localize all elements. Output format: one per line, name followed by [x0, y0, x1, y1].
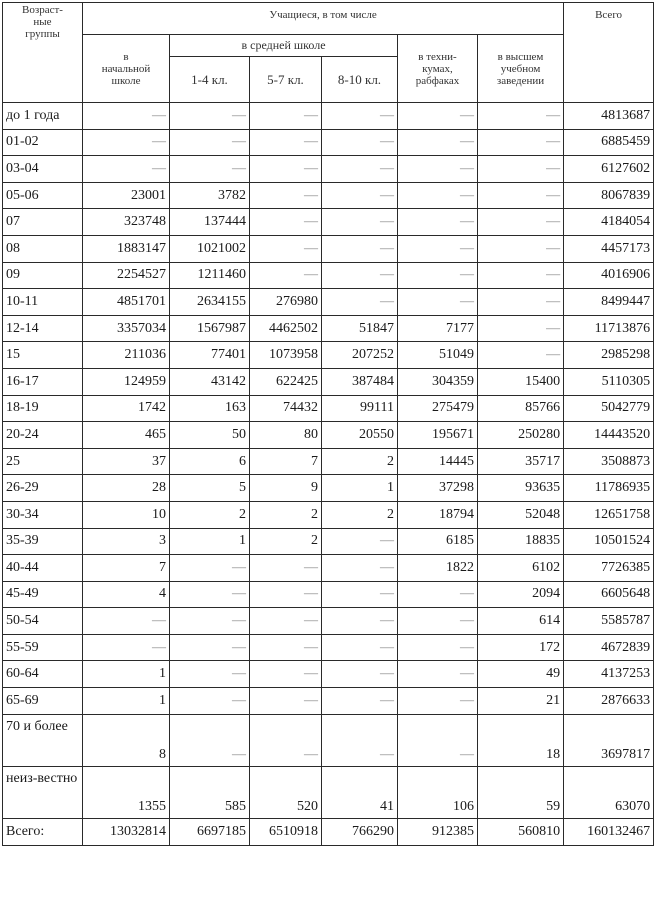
total-cell: 6885459 — [564, 129, 654, 156]
total-cell: 6127602 — [564, 156, 654, 183]
header-higher: в высшем учебном заведении — [478, 35, 564, 103]
grades-8-10-cell: — — [322, 235, 398, 262]
total-primary-school-cell: 13032814 — [83, 818, 170, 845]
table-row — [3, 182, 654, 209]
technical-school-cell: — — [398, 182, 478, 209]
header-primary: в начальной школе — [83, 35, 170, 103]
higher-education-cell: 85766 — [478, 395, 564, 422]
grades-1-4-cell: — — [170, 555, 250, 582]
age-group-cell: 65-69 — [3, 688, 83, 715]
primary-school-cell: — — [83, 129, 170, 156]
age-group-cell: 26-29 — [3, 475, 83, 502]
grades-8-10-cell: — — [322, 103, 398, 130]
technical-school-cell: — — [398, 714, 478, 766]
table-row — [3, 528, 654, 555]
total-cell: 7726385 — [564, 555, 654, 582]
table-row — [3, 209, 654, 236]
higher-education-cell: 2094 — [478, 581, 564, 608]
grades-5-7-cell: — — [250, 661, 322, 688]
grades-8-10-cell: 1 — [322, 475, 398, 502]
technical-school-cell: — — [398, 156, 478, 183]
grades-8-10-cell: 387484 — [322, 368, 398, 395]
grades-1-4-cell: — — [170, 714, 250, 766]
higher-education-cell: 93635 — [478, 475, 564, 502]
total-cell: 12651758 — [564, 501, 654, 528]
table-row — [3, 475, 654, 502]
census-table-container — [2, 2, 653, 846]
grades-5-7-cell: 2 — [250, 501, 322, 528]
table-row — [3, 315, 654, 342]
grades-8-10-cell: — — [322, 528, 398, 555]
primary-school-cell: 1 — [83, 688, 170, 715]
table-body — [3, 103, 654, 846]
grades-5-7-cell: 1073958 — [250, 342, 322, 369]
total-grades-1-4-cell: 6697185 — [170, 818, 250, 845]
table-row — [3, 103, 654, 130]
total-cell: 5585787 — [564, 608, 654, 635]
total-cell: 5110305 — [564, 368, 654, 395]
higher-education-cell: — — [478, 129, 564, 156]
grades-1-4-cell: — — [170, 156, 250, 183]
grades-1-4-cell: 137444 — [170, 209, 250, 236]
total-cell: 4137253 — [564, 661, 654, 688]
age-group-cell: 35-39 — [3, 528, 83, 555]
higher-education-cell: — — [478, 262, 564, 289]
table-header — [3, 3, 654, 103]
header-tech: в техни- кумах, рабфаках — [398, 35, 478, 103]
technical-school-cell: — — [398, 661, 478, 688]
grades-8-10-cell: — — [322, 688, 398, 715]
age-group-cell: 30-34 — [3, 501, 83, 528]
header-total: Всего — [564, 3, 654, 103]
total-technical-school-cell: 912385 — [398, 818, 478, 845]
higher-education-cell: 15400 — [478, 368, 564, 395]
technical-school-cell: 6185 — [398, 528, 478, 555]
header-age-groups: Возраст- ные группы — [3, 3, 83, 103]
technical-school-cell: — — [398, 103, 478, 130]
primary-school-cell: 23001 — [83, 182, 170, 209]
table-row — [3, 129, 654, 156]
technical-school-cell: 304359 — [398, 368, 478, 395]
technical-school-cell: — — [398, 129, 478, 156]
grades-5-7-cell: — — [250, 182, 322, 209]
header-grades-5-7: 5-7 кл. — [250, 57, 322, 103]
table-row — [3, 342, 654, 369]
total-grades-8-10-cell: 766290 — [322, 818, 398, 845]
primary-school-cell: 1742 — [83, 395, 170, 422]
higher-education-cell: 49 — [478, 661, 564, 688]
primary-school-cell: 37 — [83, 448, 170, 475]
age-group-cell: 20-24 — [3, 422, 83, 449]
table-row — [3, 555, 654, 582]
grades-8-10-cell: 99111 — [322, 395, 398, 422]
grades-8-10-cell: — — [322, 581, 398, 608]
table-row — [3, 156, 654, 183]
total-cell: 63070 — [564, 766, 654, 818]
higher-education-cell: — — [478, 209, 564, 236]
primary-school-cell: 1355 — [83, 766, 170, 818]
total-cell: 3508873 — [564, 448, 654, 475]
grades-1-4-cell: — — [170, 129, 250, 156]
grades-5-7-cell: — — [250, 103, 322, 130]
age-group-cell: 70 и более — [3, 714, 83, 766]
primary-school-cell: 4851701 — [83, 289, 170, 316]
table-row — [3, 501, 654, 528]
grades-1-4-cell: — — [170, 103, 250, 130]
primary-school-cell: 4 — [83, 581, 170, 608]
primary-school-cell: — — [83, 156, 170, 183]
table-row — [3, 608, 654, 635]
table-row — [3, 688, 654, 715]
total-cell: 4457173 — [564, 235, 654, 262]
age-group-cell: 09 — [3, 262, 83, 289]
grades-1-4-cell: — — [170, 608, 250, 635]
grades-5-7-cell: 622425 — [250, 368, 322, 395]
table-row — [3, 581, 654, 608]
higher-education-cell: 6102 — [478, 555, 564, 582]
primary-school-cell: — — [83, 634, 170, 661]
technical-school-cell: — — [398, 688, 478, 715]
technical-school-cell: 195671 — [398, 422, 478, 449]
age-group-cell: 05-06 — [3, 182, 83, 209]
technical-school-cell: 14445 — [398, 448, 478, 475]
higher-education-cell: 614 — [478, 608, 564, 635]
grades-1-4-cell: 1567987 — [170, 315, 250, 342]
grades-8-10-cell: — — [322, 129, 398, 156]
table-row — [3, 368, 654, 395]
grades-1-4-cell: — — [170, 634, 250, 661]
primary-school-cell: 211036 — [83, 342, 170, 369]
grades-8-10-cell: — — [322, 634, 398, 661]
grades-8-10-cell: — — [322, 262, 398, 289]
technical-school-cell: 51049 — [398, 342, 478, 369]
grades-5-7-cell: 276980 — [250, 289, 322, 316]
technical-school-cell: — — [398, 262, 478, 289]
age-group-cell: 15 — [3, 342, 83, 369]
grades-1-4-cell: 6 — [170, 448, 250, 475]
header-grades-1-4: 1-4 кл. — [170, 57, 250, 103]
total-cell: 5042779 — [564, 395, 654, 422]
table-row — [3, 289, 654, 316]
table-row — [3, 448, 654, 475]
total-total-cell: 160132467 — [564, 818, 654, 845]
grades-5-7-cell: — — [250, 688, 322, 715]
total-cell: 10501524 — [564, 528, 654, 555]
higher-education-cell: 18835 — [478, 528, 564, 555]
header-students-incl: Учащиеся, в том числе — [83, 3, 564, 35]
age-group-cell: до 1 года — [3, 103, 83, 130]
table-row — [3, 422, 654, 449]
total-cell: 4672839 — [564, 634, 654, 661]
primary-school-cell: 3 — [83, 528, 170, 555]
technical-school-cell: 275479 — [398, 395, 478, 422]
total-age-group-cell: Всего: — [3, 818, 83, 845]
grades-5-7-cell: — — [250, 555, 322, 582]
age-group-cell: 01-02 — [3, 129, 83, 156]
total-cell: 4184054 — [564, 209, 654, 236]
grades-1-4-cell: — — [170, 581, 250, 608]
total-cell: 4813687 — [564, 103, 654, 130]
primary-school-cell: 7 — [83, 555, 170, 582]
header-grades-8-10: 8-10 кл. — [322, 57, 398, 103]
grades-8-10-cell: — — [322, 661, 398, 688]
grades-5-7-cell: — — [250, 634, 322, 661]
total-cell: 2876633 — [564, 688, 654, 715]
technical-school-cell: — — [398, 289, 478, 316]
higher-education-cell: — — [478, 235, 564, 262]
technical-school-cell: — — [398, 235, 478, 262]
technical-school-cell: 18794 — [398, 501, 478, 528]
grades-5-7-cell: 2 — [250, 528, 322, 555]
grades-1-4-cell: 43142 — [170, 368, 250, 395]
table-row — [3, 235, 654, 262]
grades-5-7-cell: 520 — [250, 766, 322, 818]
primary-school-cell: 1 — [83, 661, 170, 688]
grades-5-7-cell: 74432 — [250, 395, 322, 422]
census-table — [2, 2, 654, 846]
grades-1-4-cell: — — [170, 661, 250, 688]
grades-1-4-cell: 1021002 — [170, 235, 250, 262]
higher-education-cell: 59 — [478, 766, 564, 818]
total-cell: 3697817 — [564, 714, 654, 766]
age-group-cell: 03-04 — [3, 156, 83, 183]
higher-education-cell: 52048 — [478, 501, 564, 528]
table-row — [3, 395, 654, 422]
table-row — [3, 634, 654, 661]
grades-8-10-cell: 207252 — [322, 342, 398, 369]
primary-school-cell: 124959 — [83, 368, 170, 395]
grades-5-7-cell: — — [250, 129, 322, 156]
total-cell: 6605648 — [564, 581, 654, 608]
grades-5-7-cell: — — [250, 714, 322, 766]
higher-education-cell: — — [478, 342, 564, 369]
grades-8-10-cell: 41 — [322, 766, 398, 818]
age-group-cell: 08 — [3, 235, 83, 262]
grades-5-7-cell: — — [250, 262, 322, 289]
grades-5-7-cell: — — [250, 608, 322, 635]
grades-5-7-cell: — — [250, 581, 322, 608]
table-row — [3, 262, 654, 289]
grades-8-10-cell: — — [322, 209, 398, 236]
grades-1-4-cell: 1 — [170, 528, 250, 555]
table-row — [3, 661, 654, 688]
totals-row — [3, 818, 654, 845]
grades-1-4-cell: — — [170, 688, 250, 715]
grades-1-4-cell: 2 — [170, 501, 250, 528]
grades-5-7-cell: 4462502 — [250, 315, 322, 342]
higher-education-cell: — — [478, 182, 564, 209]
grades-1-4-cell: 2634155 — [170, 289, 250, 316]
primary-school-cell: 1883147 — [83, 235, 170, 262]
header-secondary: в средней школе — [170, 35, 398, 57]
table-row — [3, 714, 654, 766]
age-group-cell: 18-19 — [3, 395, 83, 422]
higher-education-cell: 172 — [478, 634, 564, 661]
higher-education-cell: — — [478, 156, 564, 183]
age-group-cell: 12-14 — [3, 315, 83, 342]
primary-school-cell: 465 — [83, 422, 170, 449]
age-group-cell: 55-59 — [3, 634, 83, 661]
primary-school-cell: 2254527 — [83, 262, 170, 289]
age-group-cell: 40-44 — [3, 555, 83, 582]
grades-1-4-cell: 77401 — [170, 342, 250, 369]
primary-school-cell: — — [83, 103, 170, 130]
primary-school-cell: 10 — [83, 501, 170, 528]
grades-8-10-cell: — — [322, 714, 398, 766]
primary-school-cell: 3357034 — [83, 315, 170, 342]
age-group-cell: 50-54 — [3, 608, 83, 635]
grades-8-10-cell: 20550 — [322, 422, 398, 449]
age-group-cell: 10-11 — [3, 289, 83, 316]
grades-8-10-cell: — — [322, 156, 398, 183]
total-cell: 4016906 — [564, 262, 654, 289]
grades-5-7-cell: — — [250, 209, 322, 236]
grades-5-7-cell: — — [250, 156, 322, 183]
total-cell: 8499447 — [564, 289, 654, 316]
higher-education-cell: — — [478, 315, 564, 342]
primary-school-cell: 28 — [83, 475, 170, 502]
technical-school-cell: — — [398, 209, 478, 236]
primary-school-cell: — — [83, 608, 170, 635]
grades-1-4-cell: 5 — [170, 475, 250, 502]
grades-8-10-cell: 51847 — [322, 315, 398, 342]
technical-school-cell: 37298 — [398, 475, 478, 502]
total-higher-education-cell: 560810 — [478, 818, 564, 845]
grades-1-4-cell: 3782 — [170, 182, 250, 209]
total-cell: 11713876 — [564, 315, 654, 342]
technical-school-cell: — — [398, 608, 478, 635]
grades-1-4-cell: 1211460 — [170, 262, 250, 289]
total-grades-5-7-cell: 6510918 — [250, 818, 322, 845]
grades-8-10-cell: — — [322, 182, 398, 209]
grades-1-4-cell: 50 — [170, 422, 250, 449]
higher-education-cell: — — [478, 289, 564, 316]
age-group-cell: 60-64 — [3, 661, 83, 688]
grades-1-4-cell: 163 — [170, 395, 250, 422]
total-cell: 2985298 — [564, 342, 654, 369]
technical-school-cell: — — [398, 581, 478, 608]
age-group-cell: 25 — [3, 448, 83, 475]
grades-8-10-cell: — — [322, 608, 398, 635]
total-cell: 11786935 — [564, 475, 654, 502]
total-cell: 14443520 — [564, 422, 654, 449]
total-cell: 8067839 — [564, 182, 654, 209]
grades-8-10-cell: — — [322, 289, 398, 316]
higher-education-cell: 21 — [478, 688, 564, 715]
grades-8-10-cell: 2 — [322, 501, 398, 528]
primary-school-cell: 323748 — [83, 209, 170, 236]
technical-school-cell: 106 — [398, 766, 478, 818]
higher-education-cell: 18 — [478, 714, 564, 766]
age-group-cell: 07 — [3, 209, 83, 236]
table-row — [3, 766, 654, 818]
grades-8-10-cell: — — [322, 555, 398, 582]
higher-education-cell: 35717 — [478, 448, 564, 475]
grades-5-7-cell: 9 — [250, 475, 322, 502]
higher-education-cell: — — [478, 103, 564, 130]
age-group-cell: 16-17 — [3, 368, 83, 395]
grades-1-4-cell: 585 — [170, 766, 250, 818]
grades-8-10-cell: 2 — [322, 448, 398, 475]
technical-school-cell: 1822 — [398, 555, 478, 582]
technical-school-cell: — — [398, 634, 478, 661]
grades-5-7-cell: — — [250, 235, 322, 262]
age-group-cell: 45-49 — [3, 581, 83, 608]
higher-education-cell: 250280 — [478, 422, 564, 449]
technical-school-cell: 7177 — [398, 315, 478, 342]
primary-school-cell: 8 — [83, 714, 170, 766]
grades-5-7-cell: 7 — [250, 448, 322, 475]
grades-5-7-cell: 80 — [250, 422, 322, 449]
age-group-cell: неиз-вестно — [3, 766, 83, 818]
